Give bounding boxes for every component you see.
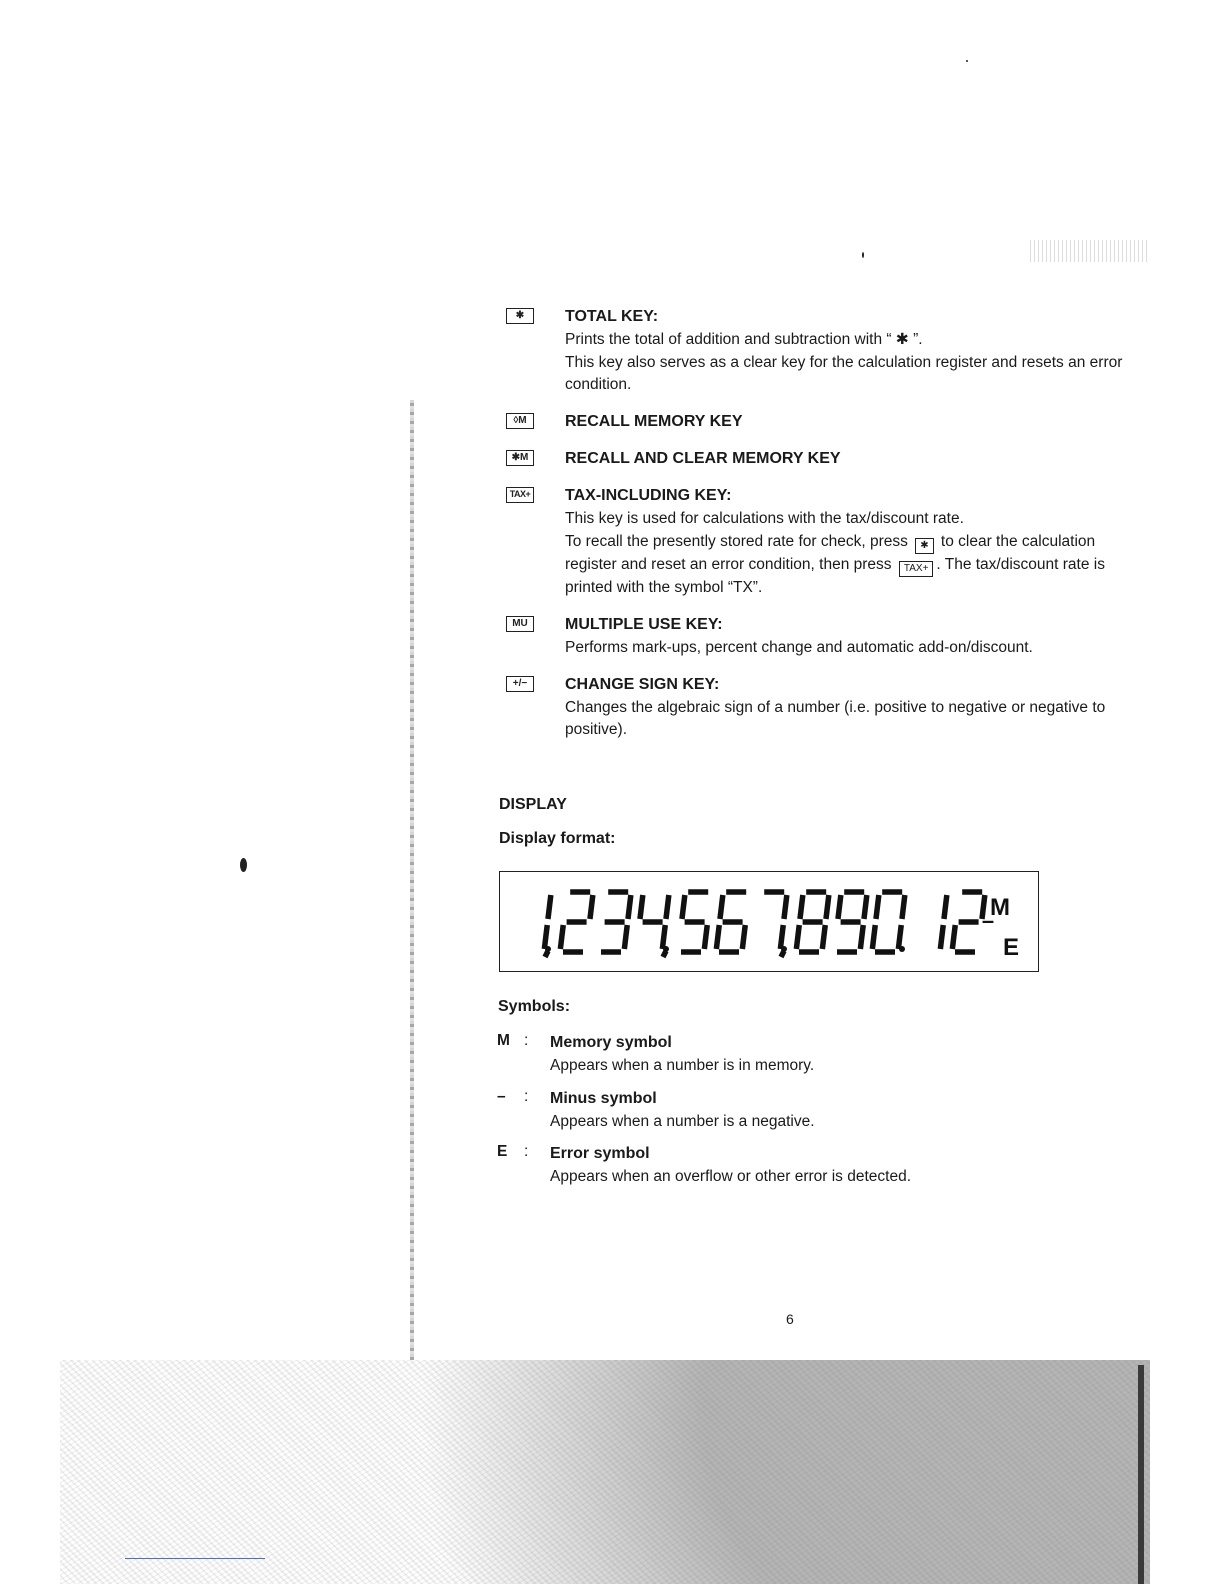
lcd-display xyxy=(499,871,1039,972)
lcd-segment xyxy=(952,925,955,949)
lcd-segment xyxy=(545,951,548,957)
lcd-segment xyxy=(662,925,665,949)
tax-key-inline-icon: TAX+ xyxy=(899,561,934,577)
symbol-char: E xyxy=(497,1143,508,1160)
key-heading: RECALL AND CLEAR MEMORY KEY xyxy=(565,450,841,467)
key-description: Prints the total of addition and subtraction with “ ✱ ”. xyxy=(565,331,923,348)
symbol-colon: : xyxy=(524,1032,529,1049)
recall-clear-memory-key-icon: ✱M xyxy=(506,450,534,466)
display-section-title: DISPLAY xyxy=(499,796,567,813)
lcd-decimal-point xyxy=(899,946,905,952)
lcd-segment xyxy=(663,951,666,957)
total-key-inline-icon: ✱ xyxy=(915,538,933,554)
lcd-segment xyxy=(826,895,829,919)
tax-key-icon: TAX+ xyxy=(506,487,534,503)
lcd-segment xyxy=(800,895,803,919)
symbol-colon: : xyxy=(524,1143,529,1160)
lcd-segment xyxy=(628,895,631,919)
symbol-char: M xyxy=(497,1032,510,1049)
multiple-use-key-icon: MU xyxy=(506,616,534,632)
lcd-segment xyxy=(838,895,841,919)
lcd-segment xyxy=(902,895,905,919)
lcd-error-symbol: E xyxy=(1002,934,1020,961)
key-description: Changes the algebraic sign of a number (i.e. positive to negative or negative to positive). xyxy=(565,699,1106,738)
lcd-display-svg xyxy=(500,872,1037,970)
lcd-segment xyxy=(940,925,943,949)
scan-noise xyxy=(60,1360,1150,1584)
lcd-segment xyxy=(944,895,947,919)
page-number: 6 xyxy=(786,1311,794,1327)
symbol-description: Appears when a number is in memory. xyxy=(550,1057,815,1074)
key-heading: TOTAL KEY: xyxy=(565,308,659,325)
scan-speck xyxy=(966,60,968,62)
binding-shadow xyxy=(410,400,414,1360)
lcd-segment xyxy=(548,895,551,919)
lcd-segment xyxy=(624,925,627,949)
lcd-segment xyxy=(640,895,643,919)
lcd-segment xyxy=(666,895,669,919)
key-description: This key is used for calculations with the tax/discount rate. xyxy=(565,510,964,527)
symbols-label: Symbols: xyxy=(498,998,571,1015)
scan-speck xyxy=(240,858,247,872)
lcd-segment xyxy=(796,925,799,949)
lcd-segment xyxy=(560,925,563,949)
desc-text: to clear the calculation register and reset an error condition, then press xyxy=(565,533,1096,573)
symbol-colon: : xyxy=(524,1088,529,1105)
symbol-description: Appears when an overflow or other error is detected. xyxy=(550,1168,911,1185)
total-key-icon: ✱ xyxy=(506,308,534,324)
lcd-segment xyxy=(704,925,707,949)
symbol-name: Error symbol xyxy=(550,1145,650,1162)
lcd-segment xyxy=(742,925,745,949)
lcd-segment xyxy=(682,895,685,919)
change-sign-key-icon: +/− xyxy=(506,676,534,692)
recall-memory-key-icon: ◊M xyxy=(506,413,534,429)
lcd-memory-symbol: M xyxy=(990,894,1010,921)
key-description: Performs mark-ups, percent change and automatic add-on/discount. xyxy=(565,639,1033,656)
key-heading: RECALL MEMORY KEY xyxy=(565,413,743,430)
key-heading: CHANGE SIGN KEY: xyxy=(565,676,720,693)
scan-edge xyxy=(1138,1365,1144,1584)
lcd-segment xyxy=(716,925,719,949)
key-description: This key also serves as a clear key for the calculation register and resets an error condition. xyxy=(565,354,1123,393)
scan-noise xyxy=(1030,240,1150,262)
symbol-char: – xyxy=(497,1088,506,1105)
lcd-segment xyxy=(860,925,863,949)
symbol-name: Minus symbol xyxy=(550,1090,657,1107)
symbol-description: Appears when a number is a negative. xyxy=(550,1113,815,1130)
lcd-segment xyxy=(872,925,875,949)
lcd-segment xyxy=(780,925,783,949)
lcd-segment xyxy=(864,895,867,919)
key-description xyxy=(565,531,1125,599)
lcd-segment xyxy=(784,895,787,919)
lcd-segment xyxy=(781,951,784,957)
lcd-segment xyxy=(720,895,723,919)
lcd-segment xyxy=(898,925,901,949)
scan-line xyxy=(125,1558,265,1559)
key-heading: TAX-INCLUDING KEY: xyxy=(565,487,732,504)
key-heading: MULTIPLE USE KEY: xyxy=(565,616,723,633)
lcd-segment xyxy=(822,925,825,949)
lcd-minus-symbol: – xyxy=(981,908,995,933)
desc-text: . The tax/discount rate is printed with the symbol “TX”. xyxy=(565,556,1105,596)
symbol-name: Memory symbol xyxy=(550,1034,672,1051)
lcd-segment xyxy=(544,925,547,949)
lcd-segment xyxy=(590,895,593,919)
desc-text: To recall the presently stored rate for check, press xyxy=(565,533,908,550)
lcd-segment xyxy=(876,895,879,919)
display-format-label: Display format: xyxy=(499,830,616,847)
scan-speck xyxy=(862,252,864,258)
